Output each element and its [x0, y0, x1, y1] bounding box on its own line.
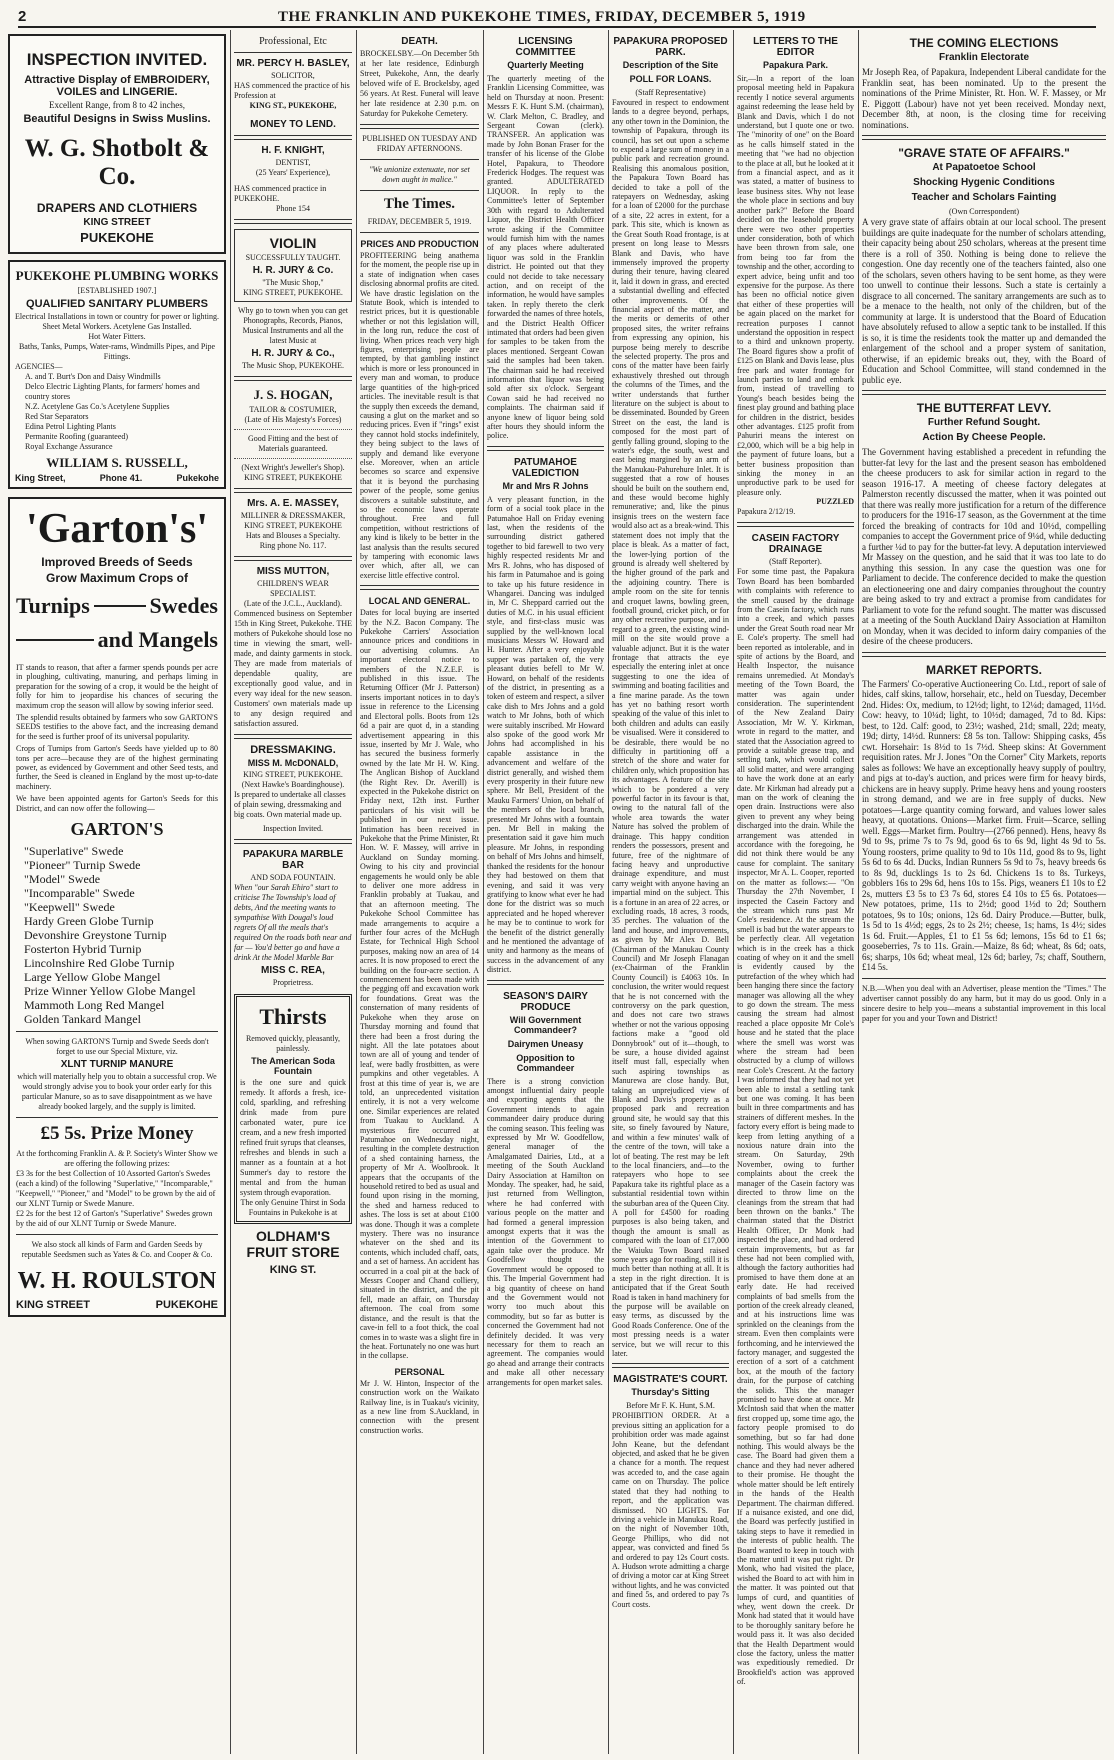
article-heading: SEASON'S DAIRY PRODUCE	[503, 990, 588, 1013]
article-heading: PAPAKURA PROPOSED PARK.	[613, 36, 728, 58]
section-heading: Professional, Etc	[259, 36, 327, 47]
article-heading: "GRAVE STATE OF AFFAIRS."	[898, 146, 1070, 160]
article-heading: MARKET REPORTS.	[925, 662, 1042, 677]
column-6: LETTERS TO THE EDITOR Papakura Park. Sir,—In a report of the loan proposal meeting held in Papakura recently I notice several arguments against redeeming the lease held by Blank and Davis, which I do not understand, but I quote one or two. The "minority of one" on the Board as he calls himself stated in the meeting that "we had no objection to the place at all, but he looked at it from a financial aspect, and as it was stated, a matter of business to lease business sites. Why not lease the whole place in sections and buy another park?" Before the Board decided on the leasehold property there were two other properties under consideration, both of which have been thrown from sale, one from being too far from the township and the other, according to expert advice, being unfit and too expensive for the purpose. As there has been no official notice given that either of these properties will be again placed on the market for recreation purposes I cannot understand the opposition in respect to a third and unknown property. The Board figures show a profit of £125 on Blank and Davis lease, plus free park and water frontage for launch parties to land and embark from, instead of travelling to Young's beach besides being the finest play ground and bathing place for children in the district, besides other advantages. £125 profit from Pahuriri means the interest on £2,000, which will be a big help in the payment of future loans, but a better business proposition than sinking the money in an unproductive park to be used for pleasure only. PUZZLED Papakura 2/12/19. CASEIN FACTORY DRAINAGE (Staff Reporter). For some time past, the Papakura Town Board has been bombarded with complaints with reference to the smell caused by the drainage from the Casein factory, which runs into a creek, and which passes under the Great South road near Mr E. Cole's property. The smell had been reported as intolerable, and in spite of actions by the Board, and Health Inspector, the nuisance remains unremedied. At Monday's meeting of the Town Board, the matter was again under consideration. The superintendent of the New Zealand Dairy Association, Mr W. Y. Kirkman, wrote in regard to the matter, and stated that the Association agreed to provide a suitable grease trap, and settling tank, which would collect all solid matter, and were arranging to have the work done at an early date. Mr Kirkman had already put a man on the work of cleaning the open drain. Instructions were also given to prevent any whey being discharged into the drain. While the arrangement was attended in accordance with the foregoing, he did not think there would be any cause for complaint. The sanitary inspector, Mr A. L. Cooper, reported on the matter as follows:— "On Thursday the 27th November, I inspected the Casein Factory and the stream which runs past Mr Cole's residence. At the stream the smell is bad but the water appears to be perfectly clear. All vegetation which is in the creek has a thick coating of whey on it and the smell is evidently caused by the putrefaction of the whey which had been hanging there since the factory manager was allowing all the whey to go down the stream. The mess causing the stream had almost reached a place opposite Mr Cole's house and he stated that the place where the smell was worst was where the stream had been obstructed by a clump of willows near Cole's Crescent. At the factory I was informed that they had not yet been able to instal a settling tank but one was coming. It has been built in three compartments and has strainers of different meshes. In the factory every effort is being made to keep from letting anything of a noxious nature drain into the stream. On Saturday, 29th November, owing to further complaints about the creek the manager of the Casein factory was directed to throw lime on the cleanings from the stream that had been thrown on the banks." The chairman stated that the District Health Officer, Dr Monk had inspected the place, and had ordered certain improvements, but as far these had not been complied with, although the factory authorities had promised to have them done at an early date. He had received complaints of bad smells from the portion of the creek already cleaned, and at his instructions lime was sprinkled on the cleanings from the stream. Even then complaints were forthcoming, and he interviewed the factory manager, and suggested the erection of a sort of a catchment box, at the mouth of the factory drain, for the purpose of catching the solids. This the manager promised to have done at once. Mr McIntosh said that when the matter first cropped up, some time ago, the factory people promised to do something, but so far had done nothing. This would always be the case. The Board had given them a chance and they had never adhered to their promise. He thought the whole matter should be left entirely in the hands of the Health Department. The chairman differed. If a nuisance existed, and one did, the Board was perfectly justified in taking steps to have it remedied in the interests of public health. The Board wanted to keep in touch with the matter until it was put right. Dr Monk, who had visited the place, wished the Board to act with him in the matter. It was pointed out that lumps of curd, and quantities of whey, went down the creek. Dr Monk had stated that it would have to be thoroughly sanitary before he would pass it. It was also decided that the Health Department would close the factory, unless the matter was expeditiously remedied. Dr Brookfield's action was approved of.	[737, 36, 854, 1687]
article-heading: LOCAL AND GENERAL.	[368, 596, 471, 607]
article-heading: THE COMING ELECTIONS	[909, 36, 1059, 50]
gartons-advert: 'Garton's' Improved Breeds of Seeds Grow Maximum Crops of Turnips Swedes and Mangels IT stands to reason, that after a farmer spends pounds per acre in ploughing, cultivating, manuring, and perhaps liming in preparation for the sowing of a crop, it would be the height of folly for him to jeopardise his chances of securing the maximum crop the season will allow by sowing inferior seed. The splendid results obtained by farmers who sow GARTON'S SEEDS testifies to the above fact, and the increasing demand for the seed is further proof of its universal popularity. Crops of Turnips from Garton's Seeds have yielded up to 80 tons per acre—because they are of the highest germinating power, as evidenced by Government and other Seed tests, and further, the Seed is cleaned in England by the most up-to-date machinery. We have been appointed agents for Garton's Seeds for this District, and can now offer the following— GARTON'S "Superlative" Swede "Pioneer" Turnip Swede "Model" Swede "Incomparable" Swede "Keepwell" Swede Hardy Green Globe Turnip Devonshire Greystone Turnip Fosterton Hybrid Turnip Lincolnshire Red Globe Turnip Large Yellow Globe Mangel Prize Winner Yellow Globe Mangel Mammoth Long Red Mangel Golden Tankard Mangel When sowing GARTON'S Turnip and Swede Seeds don't forget to use our Special Mixture, viz. XLNT TURNIP MANURE which will materially help you to obtain a successful crop. We would strongly advise you to book your order early for this particular Manure, so as to save disappointment as we have already booked largely, and the supply is limited. £5 5s. Prize Money At the forthcoming Franklin A. & P. Society's Winter Show we are offering the following prizes: £3 3s for the best Collection of 10 Assorted Garton's Swedes (each a kind) of the following "Superlative," "Incomparable," "Keepwell," "Pioneer," and "Model" to be grown by the aid of our XLNT Turnip or Swede Manure. £2 2s for the best 12 of Garton's "Superlative" Swedes grown by the aid of our XLNT Turnip or Swede Manure. We also stock all kinds of Farm and Garden Seeds by reputable Seedsmen such as Yates & Co. and Cooper & Co. W. H. ROULSTON KING STREET PUKEKOHE	[8, 497, 226, 1317]
article-heading: MAGISTRATE'S COURT.	[613, 1374, 728, 1386]
list-item: "Model" Swede	[24, 872, 101, 887]
advert-business-name: W. G. Shotbolt & Co.	[24, 135, 210, 190]
article-heading: LETTERS TO THE EDITOR	[753, 36, 838, 58]
column-3: DEATH. BROCKELSBY.—On December 5th at her late residence, Edinburgh Street, Pukekohe, Ann, the dearly beloved wife of E. Brockelsby, aged 56 years. At Rest. Funeral will leave her late residence at 2.30 p.m. on Saturday for Pukekohe Cemetery. PUBLISHED ON TUESDAY AND FRIDAY AFTERNOONS. "We unionize extenuate, nor set down aught in malice." The Times. FRIDAY, DECEMBER 5, 1919. PRICES AND PRODUCTION PROFITEERING being anathema for the moment, the people rise up in a state of indignation when cases disclosing abnormal profits are cited. We have drastic legislation on the Statute Book, which is intended to restrict prices, but it is questionable whether or not this legislation will, in the long run, reduce the cost of living. When prices reach very high figures, enterprising people are tempted, by that gambling instinct which is more or less pronounced in every man and woman, to produce large quantities of the high-priced articles. The inevitable result is that the supply then exceeds the demand, causing a glut on the market and so reducing prices. Even if "rings" exist they cannot hold stocks indefinitely, they being subject to the laws of supply and demand like everyone else. Moreover, when an article becomes so scarce and expensive that it is beyond the purchasing power of the people, some genius discovers a suitable substitute, and so the economic laws operate throughout. Free and full competition, without restrictions of any kind is likely to be better in the last analysis than the results secured by tampering with economic laws over which, after all, we can exercise little effective control. LOCAL AND GENERAL. Dates for local buying are inserted by the N.Z. Bacon Company. The Pukekohe Carriers' Association announce prices and conditions in our advertising columns. An important electoral notice to members of the N.Z.E.F. is published in this issue. The Returning Officer (Mr J. Patterson) inserts important notices in to day's issue in reference to the Licensing and Electoral polls. Boots from 12s 6d a pair are quot d, in a standing advertisement appearing in this issue, inserted by Mr J. Wale, who has secured the business formerly owned by the late Mr H. W. King. The Anglican Bishop of Auckland (the Right Rev. Dr. Averill) is expected in the Pukekohe district on Friday next, 12th inst. Further particulars of his visit will be published in our next issue. Intimation has been received in Pukekohe that the Prime Minister, Rt Hon. W. F. Massey, will arrive in Auckland on Sunday morning. Owing to his city and provincial engagements he would only be able to deliver one more address in Franklin probably at Tuakau, and that an afternoon meeting. The Pukekohe School Committee has made arrangements to acquire a further four acres of the McHugh Estate, for Technical High School purposes, making now an area of 14 acres. It is now proposed to erect the building on the four-acre section. A commencement has been made with the pegging off and excavation work for foundations. Great was the consternation of many residents of Pukekohe when they arose on Thursday morning and found that there had been a frost during the night. All the late potatoes about town are all of young and tender of leaf, were badly frostbitten, as were pumpkins and other vegetables. A frost at this time of year is, we are told, an unprecedented visitation entirely, it is not a very welcome one. Similar experiences are related from Tuakau to Auckland. A mysterious fire occurred at Patumahoe on Wednesday night, resulting in the complete destruction of a shed containing harness, the property of Mr A. Woolbrook. It appears that the occupants of the household retired to bed as usual and found upon rising in the morning, the shed and harness reduced to ashes. The loss is set at about £100 was done. Though it was a complete mystery. There was no insurance whatever on the shed and its contents, which included chaff, oats, and a set of harness. An accident has occurred in a coal pit at the back of Messrs Cooper and Chand colliery, situated in the district, and the pit fell, made an affair, on Thursday afternoon. The coal from some distance, and the result is that the cave-in fell to a foot thick, the coal comes in to waste was a slight fire in the heat. Fortunately no one was hurt in the collapse. PERSONAL Mr J. W. Hinton, Inspector of the construction work on the Waikato Railway line, is in Tuakau's vicinity, as a new line from S.Auckland, in connection with the present construction works.	[360, 36, 479, 1435]
list-item: Golden Tankard Mangel	[24, 1012, 141, 1027]
page-number: 2	[18, 8, 27, 25]
list-item: Fosterton Hybrid Turnip	[24, 942, 142, 957]
list-item: "Superlative" Swede	[24, 844, 124, 859]
column-1	[8, 30, 226, 1754]
article-heading: PRICES AND PRODUCTION	[360, 239, 479, 249]
list-item: "Keepwell" Swede	[24, 900, 115, 915]
article-heading: LICENSING COMMITTEE	[515, 36, 576, 58]
column-rule	[608, 30, 609, 1754]
editorial-title: The Times.	[383, 196, 456, 212]
shotbolt-advert: INSPECTION INVITED. Attractive Display of EMBROIDERY, VOILES and LINGERIE. Excellent Range, from 8 to 42 inches, Beautiful Designs in Swiss Muslins. W. G. Shotbolt & Co. DRAPERS AND CLOTHIERS KING STREET PUKEKOHE	[8, 34, 226, 254]
column-5: PAPAKURA PROPOSED PARK. Description of the Site POLL FOR LOANS. (Staff Representative) Favoured in respect to endowment lands to a degree beyond, perhaps, any other town in the Dominion, the township of Papakura, through its council, has set out upon a scheme to expend a large sum of money in a public park and recreation ground. Realising this anomalous position, the Papakura Town Board has decided to take a poll of the ratepayers on Wednesday, asking for a loan of £2000 for the purchase of a site, 22 acres in extent, for a park. This site, which is known as the Great South Road frontage, is at present on long lease to Messrs Blank and Davis, who have immensely improved the property during their tenure, having cleared it, laid it down in grass, and erected a substantial dwelling and effected other improvements. Of the financial aspect of the matter, and the merits or demerits of other proposed sites, the writer refrains from expressing any opinion, his purpose being merely to describe the selected property. The pros and cons of the matter have been fairly exhaustively threshed out through the columns of the Times, and the writer understands that further literature on the subject is about to be disseminated. Bounded by Green Street on the east, the land is composed for the most part of gently falling ground, sloping to the water's edge, the south, west and east being margined by an arm of the Manukau-Pahurehure Inlet. It is suggested that a row of houses should be built on the southern end, and these would become highly remunerative; and, like the pinus insignis trees on the western face would also act as a break-wind. This statement does not imply that the place is bleak. As a matter of fact, the lower-lying portion of the ground is already well sheltered by the higher ground of the park and the adjoining country. There is ample room on the site for tennis and croquet lawns, bowling green, football ground, cricket pitch, or for any other recreative purpose, and in regard to a green, the existing wind-mill on the site would prove a valuable adjunct. But it is the water frontage that attracts the eye especially the entering inlet at once suggesting to one the idea of swimming and boating facilities and a fine marine parade. As the town has yet no bathing resort worth speaking of the value of this inlet to both children and adults can easily be visualised. Were it considered to be desirable, there would be no difficulty in partitioning off a stretch of the shore and water for children only, which proposition has its advantages. A feature of the site which to be pondered a very powerful factor in its favour is that, owing to the natural fall of the whole area towards the water Nature has solved the problem of drainage. This happy condition renders the possessors, present and future, free of the nightmare of facing heavy and unproductive drainage expenditure, and must carry weight with anyone having an impartial mind on the subject. This is a fortune in an area of 22 acres, or excluding roads, 18 acres, 3 roods, 35 perches. The valuation of the land and house, and improvements, as given by Mr Alex D. Bell (Chairman of the Manukau County Council) and Mr Joseph Flanagan (ex-Chairman of the Franklin County Council) is £4063 10s. In conclusion, the writer would request that he is not concerned with the controversy on the park question, and does not care two straws whether or not the various opposing factions make a "good old Donnybrook" out of it—though, to be sure, a house divided against itself must fall, especially when such aspiring townships as Manurewa are close handy. But, taking an unprejudiced view of Blank and Davis's property as a proposed park and recreation ground site, he would say that this site, so finely favoured by Nature, and within a few minutes' walk of the centre of the town, will take a lot of beating. The rest may be left to the local financiers, and—to the ratepayers who hope to see Papakura take its rightful place as a substantial residential town within the suburban area of the Queen City. A poll for £4500 for roading purposes is also being taken, and though the amount is small as compared with the loan of £17,000 the Waiuku Town Board raised some years ago for roading, still it is much better than nothing at all. It is a step in the right direction. It is anticipated that if the Great South Road is taken in hand machinery for the purpose will be available on easy terms, as discussed by the Good Roads Conference. One of the most pressing needs is a water service, but we will recur to this later. MAGISTRATE'S COURT. Thursday's Sitting Before Mr F. K. Hunt, S.M. PROHIBITION ORDER. At a previous sitting an application for a prohibition order was made against John Keane, but the defendant objected, and asked that he be given a chance for a month. The request was acceded to, and the case again came on on Thursday. The police stated that they had nothing to report, and the application was dismissed. NO LIGHTS. For driving a vehicle in Manukau Road, on the night of November 10th, George Phillips, who did not appear, was convicted and fined 5s and ordered to pay 12s Court costs. A. Hudson wrote admitting a charge of driving a motor car at King Street without lights, and he was convicted and fined 5s, and ordered to pay 7s Court costs.	[612, 36, 729, 1609]
seed-variety-list	[16, 844, 218, 1026]
column-rule	[733, 30, 734, 1754]
column-rule	[356, 30, 357, 1754]
plumbing-advert: PUKEKOHE PLUMBING WORKS [ESTABLISHED 1907.] QUALIFIED SANITARY PLUMBERS Electrical Installations in town or country for power or lighting. Sheet Metal Workers. Acetylene Gas Installed. Hot Water Fitters. Baths, Tanks, Pumps, Water-rams, Windmills Pipes, and Pipe Fittings. AGENCIES— A. and T. Burt's Don and Daisy Windmills Delco Electric Lighting Plants, for farmers' homes and country stores N.Z. Acetylene Gas Co.'s Acetylene Supplies Red Star Separators Edina Petrol Lighting Plants Permanite Roofing (guaranteed) Royal Exchange Assurance WILLIAM S. RUSSELL, King Street, Phone 41. Pukekohe	[8, 260, 226, 489]
column-rule	[483, 30, 484, 1754]
list-item: "Pioneer" Turnip Swede	[24, 858, 141, 873]
list-item: Mammoth Long Red Mangel	[24, 998, 165, 1013]
masthead-title: THE FRANKLIN AND PUKEKOHE TIMES, FRIDAY, DECEMBER 5, 1919	[278, 9, 806, 25]
advert-business-name: W. H. ROULSTON	[17, 1268, 217, 1295]
list-item: Lincolnshire Red Globe Turnip	[24, 956, 175, 971]
column-7: THE COMING ELECTIONS Franklin Electorate Mr Joseph Rea, of Papakura, Independent Liberal candidate for the Franklin seat, has been nominated. Up to the present the nominations of the Prime Minister, Rt. Hon. W. F. Massey, or Mr E. Piggott (Labour) have not yet been received. Monday next, December 8th, at noon, is the closing time for receiving nominations. "GRAVE STATE OF AFFAIRS." At Papatoetoe School Shocking Hygenic Conditions Teacher and Scholars Fainting (Own Correspondent) A very grave state of affairs obtain at our local school. The present buildings are quite inadequate for the number of scholars attending, their capacity being about 250 scholars, whereas at the present time there is a roll of 350. Nothing is being done to relieve the congestion. One day recently one of the teachers fainted, also one of the scholars, seven others having to be sent home, as they were too unwell to continue their lessons. Such a state is certainly a disgrace to all concerned. The sanitary arrangements are such as to be a menace to the health, not only of the children, but of the community at large. It is understood that the Board of Education have absolutely refused to allow a septic tank to be installed. If this is so, it is time the residents took the matter up and demanded the enlargement of the school and a proper system of sanitation, otherwise, if an epidemic breaks out, they, with the Board of Education and School Committee, will stand condemned in the public eye. THE BUTTERFAT LEVY. Further Refund Sought. Action By Cheese People. The Government having established a precedent in refunding the butter-fat levy for the last and the present season has emboldened the cheese producers to ask for similar action in regard to the season 1916-17. A meeting of cheese factory delegates at Palmerston recently discussed the matter, when it was pointed out that there was really more justification for a return of the difference to producers for the 1916-17 season, as the Government at the time forced the breaking of contracts for 10d and 10½d, compelling companies to accept the Government price of 9¼d, while deducting a further ¼d to pay for the butter-fat levy. A deputation interviewed Mr Massey on the question, and he said that it was too late to do anything this session. In any case the question was one for Parliament to decide. The conference decided to make the question an electioneering one and dairy companies throughout the country are being asked to try and extract a promise from candidates for Parliament to vote for the refund sought. The matter was discussed at a meeting of the South Auckland Dairy Association at Hamilton on Monday, when it was decided to inform dairy companies of the desire of the cheese producers. MARKET REPORTS. The Farmers' Co-operative Auctioneering Co. Ltd., report of sale of hides, calf skins, tallow, horsehair, etc., held on Tuesday, December 2nd. Hides: Ox, medium, to 12½d; light, to 12¼d; damaged, 11½d. Cow: heavy, to 10¼d; light, to 10½d; damaged, 7d to 8d. Kips: best, to 12d. Calf: good, to 23½; washed, 21d; small, 22d; meaty, 19d; dirty, 14½d. Runners: £8 5s ton. Tallow: Shipping casks, 45s cwt. Horsehair: 1s 8½d to 1s 7½d. Sheep skins: At Government requisition rates. Mr J. Jones "On the Corner" City Markets, reports sales as follows: We have an exceptionally heavy supply of poultry, and pigs at to-day's auction, and prices were firm for heavy birds, chickens are in heavy supply. Prime heavy hens and young roosters in strong demand, and we are in free supply of ducks. New potatoes—Large quantity coming forward, and values lower sales heavy, at quotations. Onions—Market firm. Fruit—Scarce, selling well. Eggs—Market firm. Poultry—(2766 penned). Hens, heavy 8s 9d to 9s, prime 7s to 7s 9d, good 6s to 6s 9d, light 4s 9d to 5s. Young roosters, prime quality to 9d to 10s 11d, good 8s to 9s, light 5s 6d to 6s 4d. Ducks, Indian Runners 5s 9d to 7s, heavy breeds 6s to 8s 9d, ducklings 1s to 2s 6d. Chickens 1s to 8s. Turkeys, gobblers 16s to 29s 6d, hens 10s to 15s. Pigs, weaners £1 10s to £2 2s, mutters £3 5s to £3 7s 6d, stores £4 10s to £5 6s. Potatoes—New potatoes, prime, 11s to 2½d; good 1½d to 2d; Southern potatoes, 9s to 10s; onions, 12s 6d. Dairy Produce.—Butter, bulk, 1s 5d to 1s 4½d; eggs, 2s to 2s 2½; cheese, 1s; hams, 1s 4½; sides 1s 6d. Fruit.—Apples, £1 to £1 5s 6d; lemons, 15s 6d to £1 6s; gooseberries, 7s to 11s. Grain.—Maize, 8s 6d; wheat, 8s 6d; oats, 6s; sharps, 10s 6d; wheat meal, 12s 6d; barley, 7s; chaff, Southern, £14 5s. N.B.—When you deal with an Advertiser, please mention the "Times." The advertiser cannot possibly do any harm, but it may do us good. Only in a sincere desire to help you—means a substantial improvement in this local paper for you and your Town and District!	[862, 36, 1106, 1023]
article-heading: PATUMAHOE VALEDICTION	[511, 456, 580, 479]
gartons-brand: 'Garton's'	[25, 506, 208, 552]
list-item: Hardy Green Globe Turnip	[24, 914, 154, 929]
masthead	[18, 8, 1096, 28]
advert-heading: INSPECTION INVITED.	[26, 50, 208, 69]
article-heading: THE BUTTERFAT LEVY.	[916, 401, 1052, 415]
list-item: Prize Winner Yellow Globe Mangel	[24, 984, 196, 999]
list-item: Devonshire Greystone Turnip	[24, 928, 167, 943]
column-rule	[858, 30, 859, 1754]
article-heading: CASEIN FACTORY DRAINAGE	[751, 533, 840, 556]
column-4: LICENSING COMMITTEE Quarterly Meeting The quarterly meeting of the Franklin Licensing Committee, was held on Thursday at noon. Present: Messrs F. K. Hunt S.M. (chairman), W. Clark Melton, C. Bradley, and Sergeant Cowan (clerk). TRANSFER. An application was made by John Bonan Fraser for the transfer of his license of the Globe Hotel, Papakura, to Theodore Frederick Hodges. The request was granted. ADULTERATED LIQUOR. In reply to the Committee's letter of September 30th with regard to Adulterated Liquor, the District Health Officer wrote asking if the Committee would furnish him with the names of any places where adulterated liquor was sold in the Franklin district. He pointed out that they could not decide to take necessary action, and on receipt of the information, he would have samples taken. In reply thereto the clerk forwarded the names of three hotels, and the District Health Officer intimated that orders had been given for samples to be taken from the places mentioned. Sergeant Cowan said the samples had been taken. The chairman said he had received information that liquor was being sold after six o'clock. Sergeant Cowan said he had received no complaints. The chairman said if anyone knew of liquor being sold after hours they should inform the police. PATUMAHOE VALEDICTION Mr and Mrs R Johns A very pleasant function, in the form of a social took place in the Patumahoe Hall on Friday evening last, when the residents of the surrounding district gathered together to bid farewell to two very highly respected residents Mr and Mrs R. Johns, who has disposed of his farm in Patumahoe and is going to take up his future residence in Whangarei. Dancing was indulged in, Mr C. Sheppard carried out the duties of M.C. in his usual efficient style, and first-class music was supplied by the well-known local musicians Messrs W. Howard and H. Hunter. After a very enjoyable supper was partaken of, the very pleasant duties befell to Mr W. Howard, on behalf of the residents of the district, in presenting as a token of esteem and respect, a silver cake dish to Mrs Johns and a gold watch to Mr Johns, both of which were suitably inscribed. Mr Howard also spoke of the good work Mr Johns had accomplished in his capable assistance in the advancement and welfare of the district generally, and wished them every prosperity in their future new sphere. Mr Bell, President of the Mauku Farmers' Union, on behalf of the members of the local branch, presented Mr Johns with a fountain pen. Mr Bell in making the presentation said it gave him much pleasure. Mr Johns, in responding on behalf of Mrs Johns and himself, thanked the residents for the honour they had bestowed on them that evening, and said it was very gratifying to know what ever he had done for the district was so much appreciated and he hoped wherever he may be to continue to work for the benefit of the district generally and he mentioned the advantage of unity and harmony as the means of success in the advancement of any district. SEASON'S DAIRY PRODUCE Will Government Commandeer? Dairymen Uneasy Opposition to Commandeer There is a strong conviction amongst influential dairy people and exporting agents that the Government intends to again commandeer dairy produce during the coming season. This feeling was expressed by Mr W. Goodfellow, general manager of the Amalgamated Dairies, Ltd., at a meeting of the South Auckland Dairy Association at Hamilton on Monday. The speaker, had, he said, just returned from Wellington, where he had conferred with various people on the matter and had formed a general impression amongst experts that it was the intention of the Government to again take over the produce. Mr Goodfellow thought the Government would be opposed to this. The Imperial Government had a big quantity of cheese on hand and the Government would not worry too much about this commodity, but so far as butter is concerned the Government had not definitely decided. It was very necessary for them to reach an agreement. The companies would go ahead and arrange their contracts and make all other necessary arrangements for open market sales.	[487, 36, 604, 1387]
list-item: Large Yellow Globe Mangel	[24, 970, 161, 985]
list-item: "Incomparable" Swede	[24, 886, 135, 901]
column-rule	[230, 30, 231, 1754]
article-heading: PERSONAL	[394, 1366, 445, 1377]
column-2: Professional, Etc MR. PERCY H. BASLEY, SOLICITOR, HAS commenced the practice of his Profession at KING ST., PUKEKOHE, MONEY TO LEND. H. F. KNIGHT, DENTIST, (25 Years' Experience), HAS commenced practice in PUKEKOHE. Phone 154 VIOLIN SUCCESSFULLY TAUGHT. H. R. JURY & Co. "The Music Shop," KING STREET, PUKEKOHE. Why go to town when you can get Phonographs, Records, Pianos, Musical Instruments and all the latest Music at H. R. JURY & Co., The Music Shop, PUKEKOHE. J. S. HOGAN, TAILOR & COSTUMIER, (Late of His Majesty's Forces) Good Fitting and the best of Materials guaranteed. (Next Wright's Jeweller's Shop). KING STREET, PUKEKOHE Mrs. A. E. MASSEY, MILLINER & DRESSMAKER, KING STREET, PUKEKOHE Hats and Blouses a Specialty. Ring phone No. 117. MISS MUTTON, CHILDREN'S WEAR SPECIALIST. (Late of the J.C.L., Auckland). Commenced business on September 15th in King Street, Pukekohe. THE mothers of Pukekohe should lose no time in viewing the smart, well-made, and dainty garments in stock. They are made from materials of dependable quality, are exceptionally good value, and in every way ideal for the new season. Customers' own materials made up to any design required and satisfaction assured. DRESSMAKING. MISS M. McDONALD, KING STREET, PUKEKOHE. (Next Hawke's Boardinghouse). Is prepared to undertake all classes of plain sewing, dressmaking and big coats. Own material made up. Inspection Invited. PAPAKURA MARBLE BAR AND SODA FOUNTAIN. When "our Sarah Ehiro" start to criticise The Township's load of debts, And the meeting wants to sympathise With Dougal's loud regrets Of all the meals that's required On the roads both near and far — You'd better go and have a drink At the Model Marble Bar MISS C. REA, Proprietress. Thirsts Removed quickly, pleasantly, painlessly. The American Soda Fountain is the one sure and quick remedy. It affords a fresh, ice-cold, sparkling, and refreshing drink made from pure carbonated water, pure ice cream, and a new fresh imported refined fruit syrups that cleanses, refreshes and blends in such a manner as a fountain at a hot Summer's day to restore the mental and from the human system through evaporation. The only Genuine Thirst in Soda Fountains in Pukekohe is at OLDHAM'S FRUIT STORE KING ST.	[234, 36, 352, 1276]
